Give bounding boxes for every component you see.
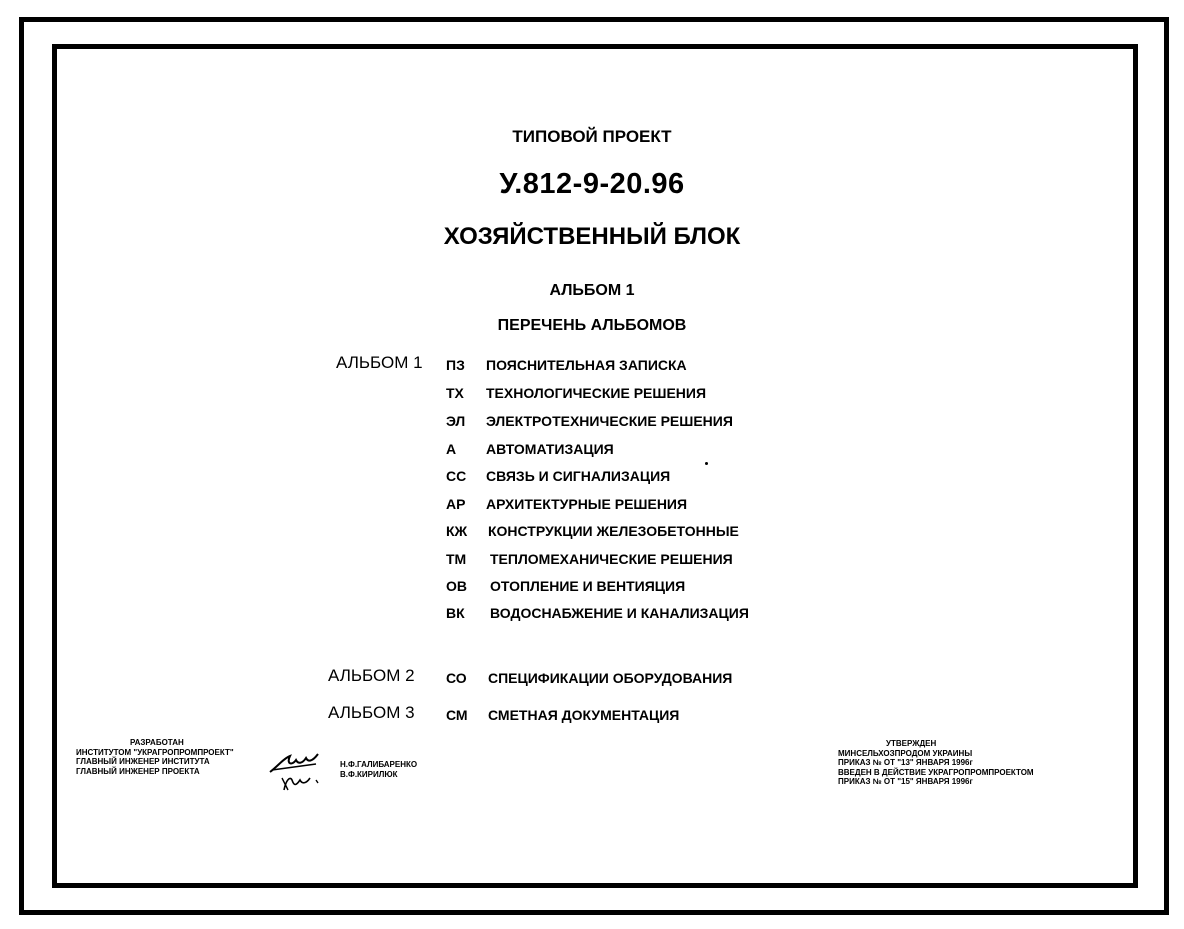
section-title: АВТОМАТИЗАЦИЯ (486, 441, 614, 457)
section-code: А (446, 441, 457, 457)
album-2-label: АЛЬБОМ 2 (328, 666, 415, 685)
section-code: ЭЛ (446, 413, 466, 429)
section-title: СВЯЗЬ И СИГНАЛИЗАЦИЯ (486, 468, 671, 484)
developed-block (76, 738, 234, 776)
object-name: ХОЗЯЙСТВЕННЫЙ БЛОК (443, 223, 741, 250)
section-code: СМ (446, 707, 468, 723)
developed-name-2: В.Ф.КИРИЛЮК (340, 769, 398, 779)
approved-heading: УТВЕРЖДЕН (886, 739, 937, 748)
album-list-title: ПЕРЕЧЕНЬ АЛЬБОМОВ (497, 317, 687, 334)
section-title: СМЕТНАЯ ДОКУМЕНТАЦИЯ (488, 707, 680, 723)
section-title: АРХИТЕКТУРНЫЕ РЕШЕНИЯ (486, 496, 688, 512)
section-title: ЭЛЕКТРОТЕХНИЧЕСКИЕ РЕШЕНИЯ (486, 413, 733, 429)
section-title: КОНСТРУКЦИИ ЖЕЛЕЗОБЕТОННЫЕ (488, 523, 739, 539)
developed-name-1: Н.Ф.ГАЛИБАРЕНКО (340, 760, 418, 769)
handwritten-signatures (266, 750, 328, 792)
developed-names (340, 760, 417, 779)
approved-block (838, 739, 1034, 787)
project-code: У.812-9-20.96 (499, 168, 685, 200)
developed-role-2: ГЛАВНЫЙ ИНЖЕНЕР ПРОЕКТА (76, 766, 200, 776)
developed-heading: РАЗРАБОТАН (130, 738, 184, 747)
section-title: ОТОПЛЕНИЕ И ВЕНТИЯЦИЯ (490, 578, 686, 594)
section-code: ПЗ (446, 357, 465, 373)
section-code: КЖ (446, 523, 468, 539)
developed-institute: ИНСТИТУТОМ "УКРАГРОПРОМПРОЕКТ" (76, 747, 234, 757)
section-code: АР (446, 496, 466, 512)
section-title: ВОДОСНАБЖЕНИЕ И КАНАЛИЗАЦИЯ (490, 605, 749, 621)
section-code: ВК (446, 605, 465, 621)
album-3-label: АЛЬБОМ 3 (328, 703, 415, 722)
developed-role-1: ГЛАВНЫЙ ИНЖЕНЕР ИНСТИТУТА (76, 757, 210, 766)
stray-dot (705, 462, 708, 465)
section-code: СО (446, 670, 467, 686)
section-title: ТЕПЛОМЕХАНИЧЕСКИЕ РЕШЕНИЯ (490, 551, 733, 567)
section-code: СС (446, 468, 467, 484)
approved-line-3: ВВЕДЕН В ДЕЙСТВИЕ УКРАГРОПРОМПРОЕКТОМ (838, 767, 1034, 777)
section-title: СПЕЦИФИКАЦИИ ОБОРУДОВАНИЯ (488, 670, 733, 686)
section-title: ПОЯСНИТЕЛЬНАЯ ЗАПИСКА (486, 357, 687, 373)
section-code: ТХ (446, 385, 464, 401)
album-1-label: АЛЬБОМ 1 (336, 353, 423, 372)
project-type: ТИПОВОЙ ПРОЕКТ (512, 127, 672, 146)
section-code: ТМ (446, 551, 467, 567)
section-code: ОВ (446, 578, 467, 594)
approved-line-4: ПРИКАЗ № ОТ "15" ЯНВАРЯ 1996г (838, 777, 973, 786)
approved-line-1: МИНСЕЛЬХОЗПРОДОМ УКРАИНЫ (838, 748, 973, 758)
section-title: ТЕХНОЛОГИЧЕСКИЕ РЕШЕНИЯ (486, 385, 707, 401)
approved-line-2: ПРИКАЗ № ОТ "13" ЯНВАРЯ 1996г (838, 758, 973, 767)
album-heading: АЛЬБОМ 1 (549, 282, 635, 299)
